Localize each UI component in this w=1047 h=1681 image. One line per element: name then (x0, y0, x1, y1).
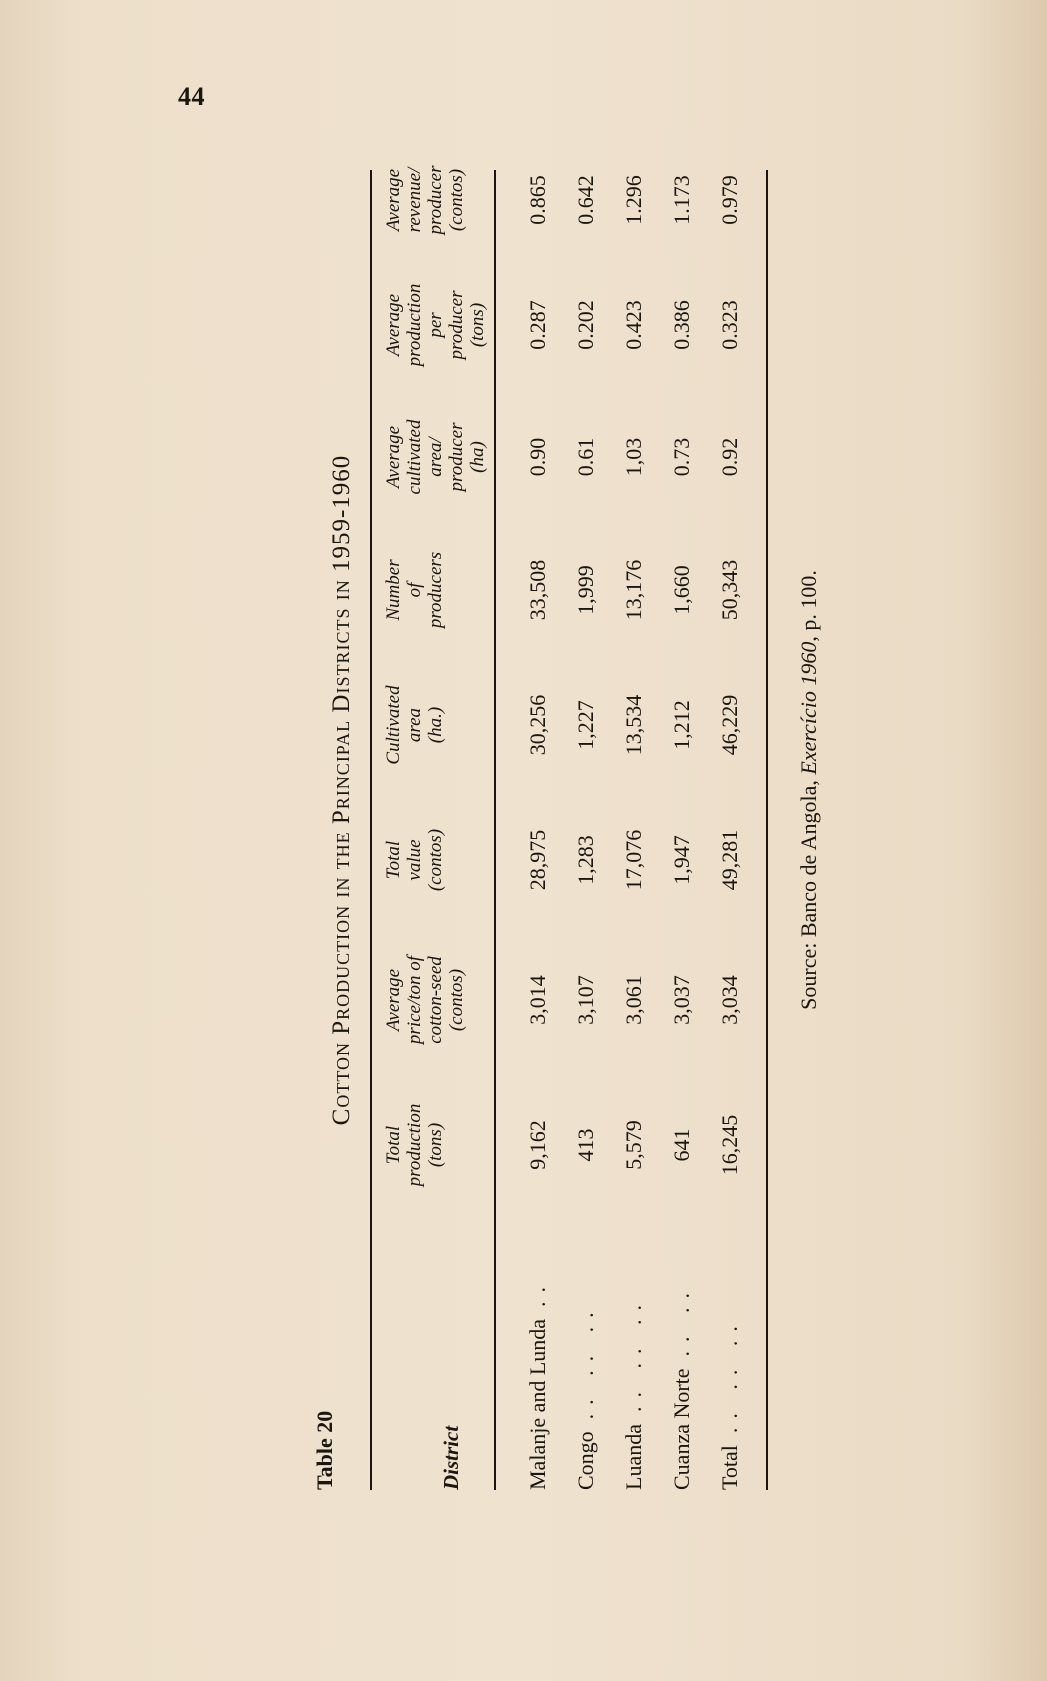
header-cultivated-area: Cultivated area (ha.) (383, 685, 446, 765)
cell-avg-revenue: 0.979 (717, 175, 742, 225)
cell-avg-revenue: 1.296 (621, 175, 646, 225)
cell-avg-cultivated-area: 0.90 (525, 437, 550, 477)
header-total-value: Total value (contos) (383, 828, 446, 892)
cell-avg-production: 0.386 (669, 300, 694, 350)
table-source (796, 90, 822, 1490)
cell-total-value: 49,281 (717, 829, 742, 891)
cell-avg-cultivated-area: 0.73 (669, 437, 694, 477)
cell-avg-revenue: 0.865 (525, 175, 550, 225)
leader-dots: .. .. .. (621, 1296, 646, 1413)
district-label: Luanda (621, 1424, 646, 1490)
leader-dots: .. (525, 1277, 550, 1307)
header-total-production: Total production (tons) (383, 1103, 446, 1187)
row-district-name (718, 1317, 742, 1490)
cell-cultivated-area: 1,227 (573, 700, 598, 750)
table-bottom-rule (766, 170, 768, 1490)
rotated-table-block (308, 90, 848, 1490)
cell-cultivated-area: 46,229 (717, 694, 742, 756)
row-district-name (670, 1284, 694, 1490)
header-avg-revenue: Average revenue/ producer (contos) (383, 165, 467, 235)
row-district-name (526, 1278, 550, 1490)
district-label: Malanje and Lunda (525, 1318, 550, 1490)
cell-cultivated-area: 13,534 (621, 694, 646, 756)
table-title: Cotton Production in the Principal Districts in 1959-1960 (328, 454, 355, 1126)
district-label: Total (717, 1445, 742, 1490)
cell-avg-cultivated-area: 0.92 (717, 437, 742, 477)
cell-average-price: 3,061 (621, 975, 646, 1025)
cell-avg-production: 0.287 (525, 300, 550, 350)
cell-number-producers: 13,176 (621, 559, 646, 621)
header-avg-cultivated-area: Average cultivated area/ producer (ha) (383, 419, 488, 495)
cell-total-value: 17,076 (621, 829, 646, 891)
page-number: 44 (178, 82, 205, 111)
cell-total-value: 28,975 (525, 829, 550, 891)
cell-avg-production: 0.202 (573, 300, 598, 350)
table-label: Table 20 (312, 1410, 337, 1490)
header-avg-production: Average production per producer (tons) (383, 283, 488, 367)
cell-total-production: 413 (573, 1128, 598, 1162)
header-number-producers: Number of producers (383, 551, 446, 629)
cell-total-value: 1,947 (669, 835, 694, 885)
row-district-name (622, 1296, 646, 1490)
header-district: District (439, 1425, 463, 1490)
district-label: Cuanza Norte (669, 1368, 694, 1490)
cell-cultivated-area: 1,212 (669, 700, 694, 750)
source-title: Exercício 1960 (796, 641, 821, 775)
cell-number-producers: 33,508 (525, 559, 550, 621)
cell-total-production: 16,245 (717, 1114, 742, 1176)
cell-avg-revenue: 0.642 (573, 175, 598, 225)
source-prefix: Source: Banco de Angola, (796, 774, 821, 1010)
source-suffix: , p. 100. (796, 570, 821, 642)
cell-average-price: 3,107 (573, 975, 598, 1025)
cell-cultivated-area: 30,256 (525, 694, 550, 756)
cell-number-producers: 1,999 (573, 565, 598, 615)
cell-average-price: 3,037 (669, 975, 694, 1025)
cell-avg-production: 0.323 (717, 300, 742, 350)
cell-avg-production: 0.423 (621, 300, 646, 350)
cell-average-price: 3,014 (525, 975, 550, 1025)
cell-total-value: 1,283 (573, 835, 598, 885)
row-district-name (574, 1303, 598, 1490)
leader-dots: .. .. (669, 1283, 694, 1357)
cell-number-producers: 1,660 (669, 565, 694, 615)
table-top-rule (370, 170, 372, 1490)
header-bottom-rule (494, 170, 496, 1490)
header-average-price: Average price/ton of cotton-seed (contos) (383, 955, 467, 1045)
cell-total-production: 641 (669, 1128, 694, 1162)
leader-dots: .. .. .. (717, 1317, 742, 1434)
cell-total-production: 5,579 (621, 1120, 646, 1170)
cell-avg-revenue: 1.173 (669, 175, 694, 225)
cell-avg-cultivated-area: 1,03 (621, 437, 646, 477)
district-label: Congo (573, 1431, 598, 1490)
cell-average-price: 3,034 (717, 975, 742, 1025)
cell-number-producers: 50,343 (717, 559, 742, 621)
cell-avg-cultivated-area: 0.61 (573, 437, 598, 477)
cell-total-production: 9,162 (525, 1120, 550, 1170)
leader-dots: .. .. .. (573, 1303, 598, 1420)
